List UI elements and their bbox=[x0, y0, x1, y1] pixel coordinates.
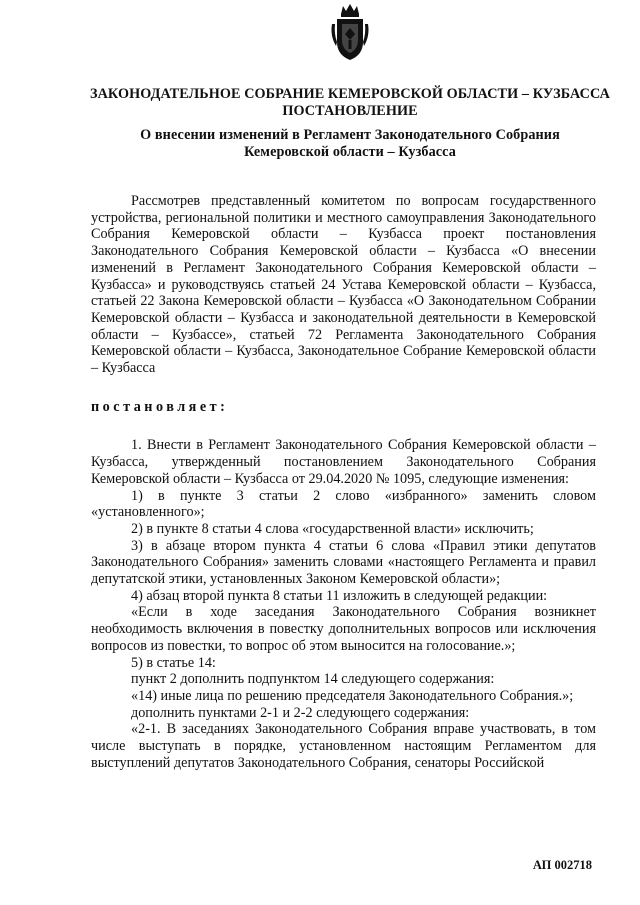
item-paragraph: «14) иные лица по решению председателя Законодательного Собрания.»; bbox=[131, 687, 574, 704]
item-paragraph: дополнить пунктами 2-1 и 2-2 следующего содержания: bbox=[131, 704, 470, 721]
item-paragraph: 3) в абзаце втором пункта 4 статьи 6 слова «Правил этики депутатов Законодательного Собрания» заменить словами «настоящего Регламента и правил депутатской этики, установленных Законом Кемеровской области»; bbox=[91, 537, 596, 588]
preamble-paragraph: Рассмотрев представленный комитетом по вопросам государственного устройства, региональной политики и местного самоуправления Законодательного Собрания Кемеровской области – Кузбасса проект постановления Законодательного Собрания Кемеровской области – Кузбасса «О внесении изменений в Регламент Законодательного Собрания Кемеровской области – Кузбасса» и руководствуясь статьей 24 Устава Кемеровской области – Кузбасса, статьей 22 Закона Кемеровской области – Кузбасса «О Законодательном Собрании Кемеровской области – Кузбасса и законодательной деятельности в Кемеровской области – Кузбассе», статьей 72 Регламента Законодательного Собрания Кемеровской области – Кузбасса, Законодательное Собрание Кемеровской области – Кузбасса bbox=[91, 193, 596, 377]
item-paragraph: пункт 2 дополнить подпунктом 14 следующего содержания: bbox=[131, 671, 495, 688]
document-type: ПОСТАНОВЛЕНИЕ bbox=[282, 103, 418, 119]
item-paragraph: 1) в пункте 3 статьи 2 слово «избранного» заменить словом «установленного»; bbox=[91, 487, 596, 521]
item-paragraph: «2-1. В заседаниях Законодательного Собрания вправе участвовать, в том числе выступать в порядке, установленном настоящим Регламентом для выступлений депутатов Законодательного Собрания, сенаторы Российской bbox=[91, 721, 596, 771]
decree-word: постановляет: bbox=[91, 398, 229, 415]
document-subject-line2: Кемеровской области – Кузбасса bbox=[244, 144, 456, 160]
item-paragraph: «Если в ходе заседания Законодательного Собрания возникнет необходимость включения в повестку дополнительных вопросов или исключения вопросов из повестки, то вопрос об этом выносится на голосование.»; bbox=[91, 604, 596, 654]
item-paragraph: 5) в статье 14: bbox=[131, 654, 216, 671]
coat-of-arms-icon bbox=[328, 2, 372, 62]
parliament-title: ЗАКОНОДАТЕЛЬНОЕ СОБРАНИЕ КЕМЕРОВСКОЙ ОБЛАСТИ – КУЗБАССА bbox=[90, 86, 610, 102]
document-number: АП 002718 bbox=[532, 858, 592, 872]
item-paragraph: 1. Внести в Регламент Законодательного Собрания Кемеровской области – Кузбасса, утвержденный постановлением Законодательного Собрания Кемеровской области – Кузбасса от 29.04.2020 № 1095, следующие изменения: bbox=[91, 437, 596, 487]
document-body bbox=[91, 193, 596, 772]
item-paragraph: 2) в пункте 8 статьи 4 слова «государственной власти» исключить; bbox=[131, 520, 534, 537]
item-paragraph: 4) абзац второй пункта 8 статьи 11 изложить в следующей редакции: bbox=[131, 587, 548, 604]
document-subject-line1: О внесении изменений в Регламент Законодательного Собрания bbox=[140, 127, 560, 143]
